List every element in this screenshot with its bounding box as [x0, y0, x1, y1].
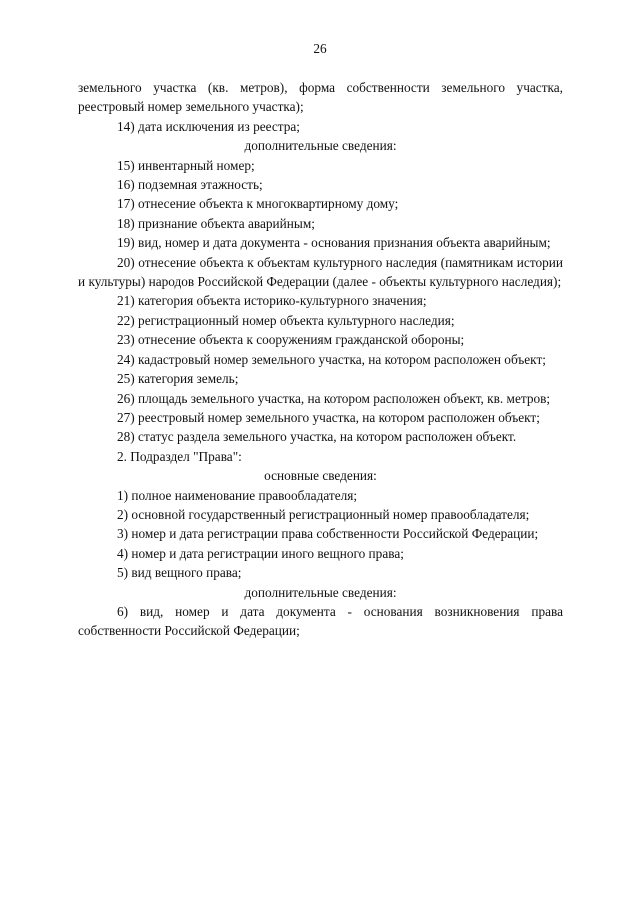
paragraph: 18) признание объекта аварийным;: [117, 215, 315, 231]
paragraph: 23) отнесение объекта к сооружениям гражданской обороны;: [117, 332, 465, 348]
paragraph: 3) номер и дата регистрации права собственности Российской Федерации;: [117, 526, 539, 542]
page-number: 26: [313, 41, 327, 56]
paragraph: 27) реестровый номер земельного участка, на котором расположен объект;: [117, 409, 540, 425]
paragraph: 1) полное наименование правообладателя;: [117, 487, 358, 503]
paragraph: 20) отнесение объекта к объектам культурного наследия (памятникам истории и культуры) народов Российской Федерации (далее - объекты культурного наследия);: [78, 254, 563, 290]
section-heading: дополнительные сведения:: [244, 138, 397, 154]
paragraph: 2) основной государственный регистрационный номер правообладателя;: [117, 506, 530, 522]
paragraph: 21) категория объекта историко-культурного значения;: [117, 293, 427, 309]
paragraph: 16) подземная этажность;: [117, 177, 263, 193]
paragraph: 25) категория земель;: [117, 371, 239, 387]
paragraph: 19) вид, номер и дата документа - основания признания объекта аварийным;: [117, 235, 551, 251]
paragraph: 14) дата исключения из реестра;: [117, 118, 300, 134]
paragraph: 5) вид вещного права;: [117, 565, 242, 581]
paragraph: 4) номер и дата регистрации иного вещного права;: [117, 545, 404, 561]
paragraph: 22) регистрационный номер объекта культурного наследия;: [117, 312, 455, 328]
paragraph: 26) площадь земельного участка, на котором расположен объект, кв. метров;: [117, 390, 551, 406]
paragraph: 24) кадастровый номер земельного участка, на котором расположен объект;: [117, 351, 546, 367]
paragraph: земельного участка (кв. метров), форма собственности земельного участка, реестровый номер земельного участка);: [78, 80, 563, 115]
document-body: [78, 78, 563, 641]
paragraph: 6) вид, номер и дата документа - основания возникновения права собственности Российской Федерации;: [78, 603, 563, 639]
section-heading: основные сведения:: [264, 468, 377, 484]
paragraph: 28) статус раздела земельного участка, на котором расположен объект.: [117, 429, 517, 445]
paragraph: 15) инвентарный номер;: [117, 157, 255, 173]
paragraph: 2. Подраздел "Права":: [117, 448, 242, 464]
section-heading: дополнительные сведения:: [244, 584, 397, 600]
paragraph: 17) отнесение объекта к многоквартирному дому;: [117, 196, 399, 212]
